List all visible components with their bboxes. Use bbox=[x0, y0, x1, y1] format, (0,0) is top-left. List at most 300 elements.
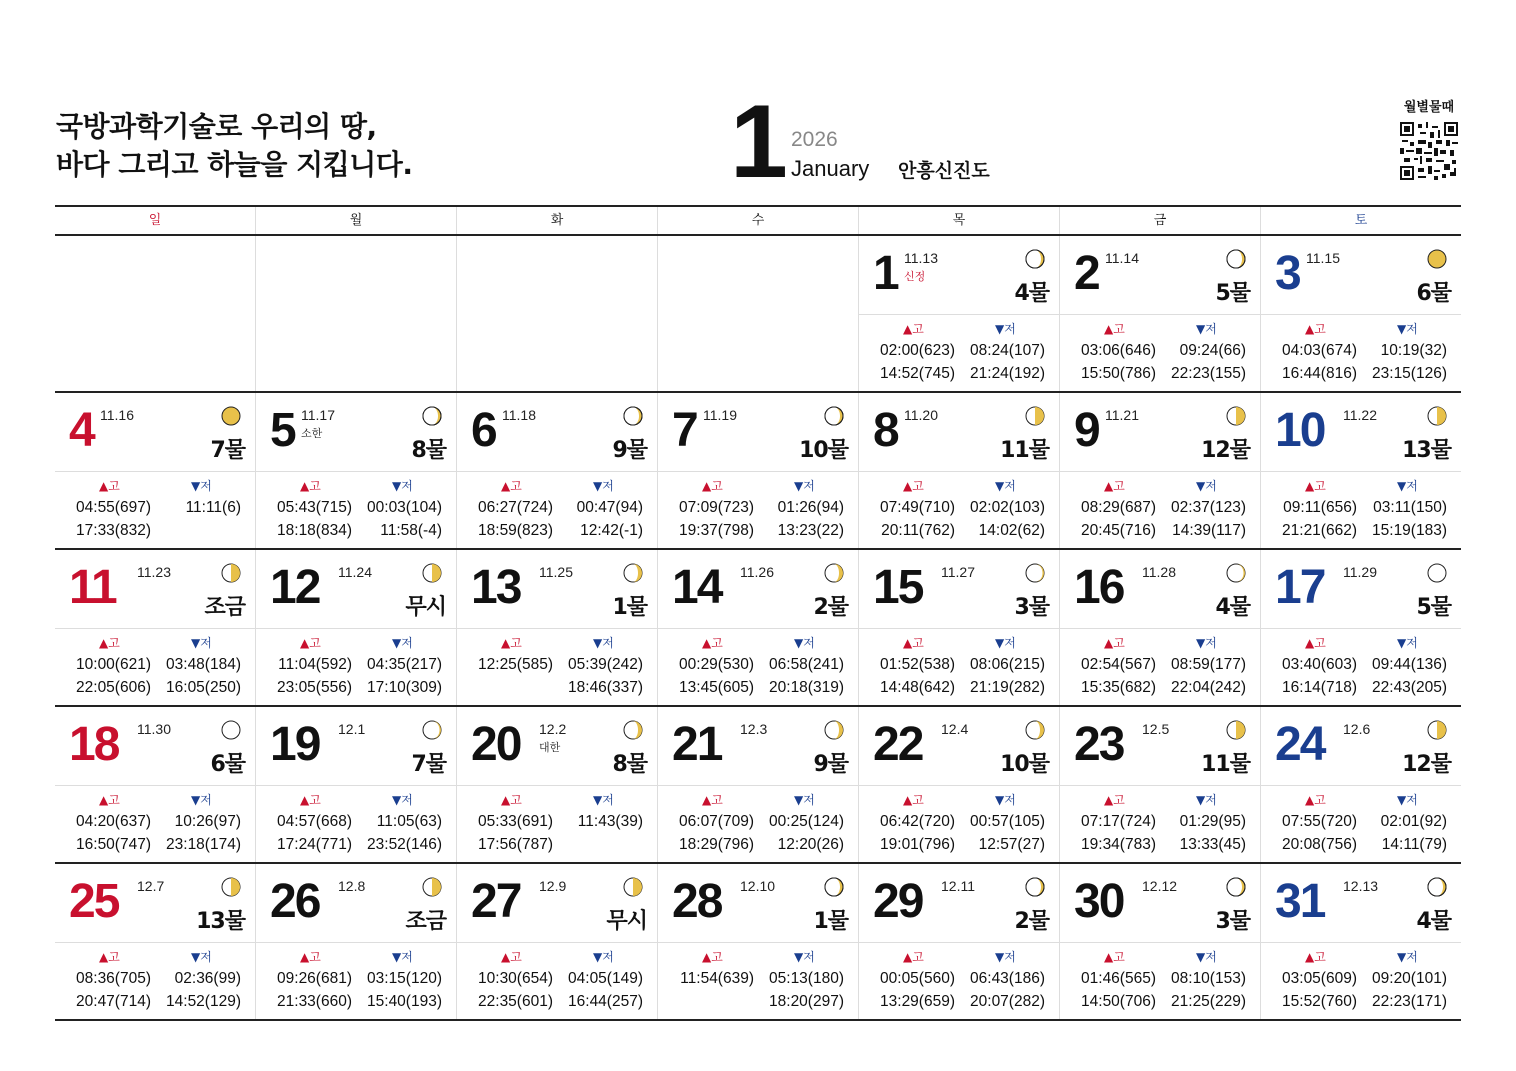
high-tide-label: ▲고 bbox=[501, 950, 522, 964]
high-tide-label: ▲고 bbox=[1305, 479, 1326, 493]
moon-phase-icon bbox=[422, 406, 442, 426]
lunar-date: 12.3 bbox=[740, 721, 768, 737]
tide-label: 8물 bbox=[612, 752, 647, 777]
tide-label: 조금 bbox=[405, 909, 446, 934]
lunar-date: 12.6 bbox=[1343, 721, 1371, 737]
day-number: 20 bbox=[471, 718, 521, 771]
day-number: 1 bbox=[873, 247, 898, 300]
tide-label: 5물 bbox=[1416, 595, 1451, 620]
tide-label: 6물 bbox=[1416, 281, 1451, 306]
empty-cell bbox=[55, 236, 255, 391]
tide-table bbox=[1060, 943, 1260, 1019]
moon-phase-icon bbox=[1025, 406, 1045, 426]
high-tide-value: 21:21(662) bbox=[1282, 522, 1357, 539]
high-tide-label: ▲고 bbox=[903, 322, 924, 336]
low-tide-label: ▼저 bbox=[191, 636, 212, 650]
day-header bbox=[658, 393, 858, 472]
low-tide-value: 04:05(149) bbox=[568, 970, 643, 987]
lunar-date: 11.19 bbox=[703, 407, 737, 423]
low-tide-label: ▼저 bbox=[1397, 793, 1418, 807]
day-header bbox=[1060, 236, 1260, 315]
day-cell[interactable] bbox=[858, 707, 1059, 862]
moon-phase-icon bbox=[1226, 563, 1246, 583]
tide-table bbox=[859, 629, 1059, 705]
weekday-tue: 화 bbox=[456, 207, 657, 234]
low-tide-value: 02:36(99) bbox=[174, 970, 241, 987]
low-tide-value: 20:18(319) bbox=[769, 679, 844, 696]
tide-table bbox=[658, 629, 858, 705]
day-cell[interactable] bbox=[1059, 707, 1260, 862]
day-header bbox=[457, 550, 657, 629]
low-tide-value: 06:43(186) bbox=[970, 970, 1045, 987]
day-number: 30 bbox=[1074, 875, 1124, 928]
high-tide-value: 13:45(605) bbox=[679, 679, 754, 696]
high-tide-value: 05:43(715) bbox=[277, 499, 352, 516]
low-tide-value: 09:24(66) bbox=[1179, 342, 1246, 359]
tide-table bbox=[1060, 629, 1260, 705]
low-tide-label: ▼저 bbox=[794, 636, 815, 650]
moon-phase-icon bbox=[1427, 877, 1447, 897]
moon-phase-icon bbox=[623, 877, 643, 897]
low-tide-value: 02:02(103) bbox=[970, 499, 1045, 516]
low-tide-value: 11:05(63) bbox=[376, 813, 442, 830]
low-tide-value: 14:52(129) bbox=[166, 993, 241, 1010]
day-number: 7 bbox=[672, 404, 697, 457]
low-tide-label: ▼저 bbox=[191, 479, 212, 493]
low-tide-label: ▼저 bbox=[1397, 950, 1418, 964]
day-cell[interactable] bbox=[456, 550, 657, 705]
low-tide-value: 15:19(183) bbox=[1372, 522, 1447, 539]
high-tide-label: ▲고 bbox=[702, 950, 723, 964]
moon-phase-icon bbox=[824, 720, 844, 740]
lunar-date: 11.30 bbox=[137, 721, 171, 737]
high-tide-value: 11:54(639) bbox=[680, 970, 754, 987]
low-tide-value: 12:42(-1) bbox=[580, 522, 643, 539]
day-number: 15 bbox=[873, 561, 923, 614]
day-cell[interactable] bbox=[657, 707, 858, 862]
tide-label: 조금 bbox=[204, 595, 245, 620]
high-tide-value: 16:14(718) bbox=[1282, 679, 1357, 696]
day-header bbox=[256, 864, 456, 943]
high-tide-value: 20:47(714) bbox=[76, 993, 151, 1010]
high-tide-label: ▲고 bbox=[1104, 322, 1125, 336]
low-tide-label: ▼저 bbox=[392, 479, 413, 493]
day-header bbox=[658, 707, 858, 786]
high-tide-value: 03:05(609) bbox=[1282, 970, 1357, 987]
moon-phase-icon bbox=[1025, 563, 1045, 583]
high-tide-label: ▲고 bbox=[1104, 793, 1125, 807]
high-tide-value: 04:20(637) bbox=[76, 813, 151, 830]
low-tide-value: 20:07(282) bbox=[970, 993, 1045, 1010]
week-row bbox=[55, 236, 1461, 393]
day-number: 13 bbox=[471, 561, 521, 614]
high-tide-label: ▲고 bbox=[501, 636, 522, 650]
low-tide-label: ▼저 bbox=[995, 322, 1016, 336]
low-tide-value: 01:26(94) bbox=[777, 499, 844, 516]
tide-table bbox=[457, 629, 657, 705]
moon-phase-icon bbox=[1226, 249, 1246, 269]
lunar-date: 11.17 bbox=[301, 407, 335, 423]
high-tide-value: 20:08(756) bbox=[1282, 836, 1357, 853]
high-tide-value: 07:55(720) bbox=[1282, 813, 1357, 830]
day-cell[interactable] bbox=[1260, 393, 1461, 548]
lunar-date: 11.15 bbox=[1306, 250, 1340, 266]
empty-cell bbox=[456, 236, 657, 391]
high-tide-label: ▲고 bbox=[1305, 636, 1326, 650]
day-number: 14 bbox=[672, 561, 722, 614]
empty-cell bbox=[255, 236, 456, 391]
weekday-thu: 목 bbox=[858, 207, 1059, 234]
low-tide-value: 23:52(146) bbox=[367, 836, 442, 853]
moon-phase-icon bbox=[221, 720, 241, 740]
day-cell[interactable] bbox=[456, 707, 657, 862]
day-cell[interactable] bbox=[1059, 550, 1260, 705]
moon-phase-icon bbox=[1226, 877, 1246, 897]
day-header bbox=[1261, 864, 1461, 943]
high-tide-value: 08:29(687) bbox=[1081, 499, 1156, 516]
day-number: 28 bbox=[672, 875, 722, 928]
high-tide-value: 20:45(716) bbox=[1081, 522, 1156, 539]
day-cell[interactable] bbox=[858, 236, 1059, 391]
high-tide-value: 04:03(674) bbox=[1282, 342, 1357, 359]
day-number: 12 bbox=[270, 561, 320, 614]
high-tide-value: 12:25(585) bbox=[478, 656, 553, 673]
day-header bbox=[1261, 707, 1461, 786]
tide-label: 4물 bbox=[1416, 909, 1451, 934]
moon-phase-icon bbox=[1025, 249, 1045, 269]
day-cell[interactable] bbox=[255, 550, 456, 705]
high-tide-value: 23:05(556) bbox=[277, 679, 352, 696]
tide-label: 9물 bbox=[612, 438, 647, 463]
day-number: 5 bbox=[270, 404, 295, 457]
low-tide-value: 15:40(193) bbox=[367, 993, 442, 1010]
tide-table bbox=[1261, 629, 1461, 705]
high-tide-value: 18:29(796) bbox=[679, 836, 754, 853]
tide-table bbox=[1261, 943, 1461, 1019]
high-tide-label: ▲고 bbox=[501, 479, 522, 493]
high-tide-value: 06:42(720) bbox=[880, 813, 955, 830]
high-tide-value: 09:11(656) bbox=[1283, 499, 1357, 516]
day-cell[interactable] bbox=[255, 707, 456, 862]
weekday-mon: 월 bbox=[255, 207, 456, 234]
day-cell[interactable] bbox=[255, 864, 456, 1019]
tide-table bbox=[1261, 315, 1461, 391]
low-tide-value: 08:59(177) bbox=[1171, 656, 1246, 673]
tide-label: 4물 bbox=[1215, 595, 1250, 620]
day-number: 18 bbox=[69, 718, 119, 771]
tide-table bbox=[55, 943, 255, 1019]
day-number: 29 bbox=[873, 875, 923, 928]
high-tide-value: 04:55(697) bbox=[76, 499, 151, 516]
weekday-header bbox=[55, 205, 1461, 236]
lunar-date: 11.27 bbox=[941, 564, 975, 580]
high-tide-value: 15:50(786) bbox=[1081, 365, 1156, 382]
moon-phase-icon bbox=[422, 720, 442, 740]
high-tide-value: 19:37(798) bbox=[679, 522, 754, 539]
low-tide-value: 14:02(62) bbox=[978, 522, 1045, 539]
low-tide-value: 05:13(180) bbox=[769, 970, 844, 987]
tide-label: 7물 bbox=[411, 752, 446, 777]
high-tide-label: ▲고 bbox=[501, 793, 522, 807]
tide-table bbox=[859, 943, 1059, 1019]
high-tide-label: ▲고 bbox=[300, 479, 321, 493]
week-row bbox=[55, 864, 1461, 1021]
low-tide-label: ▼저 bbox=[794, 479, 815, 493]
lunar-date: 11.25 bbox=[539, 564, 573, 580]
day-header bbox=[859, 707, 1059, 786]
day-number: 25 bbox=[69, 875, 119, 928]
low-tide-value: 00:57(105) bbox=[970, 813, 1045, 830]
lunar-date: 12.13 bbox=[1343, 878, 1379, 894]
tide-label: 4물 bbox=[1014, 281, 1049, 306]
tide-label: 3물 bbox=[1215, 909, 1250, 934]
high-tide-value: 03:40(603) bbox=[1282, 656, 1357, 673]
low-tide-value: 23:18(174) bbox=[166, 836, 241, 853]
day-number: 24 bbox=[1275, 718, 1325, 771]
day-cell[interactable] bbox=[858, 864, 1059, 1019]
day-number: 19 bbox=[270, 718, 320, 771]
calendar-grid bbox=[55, 205, 1461, 1021]
tide-label: 12물 bbox=[1402, 752, 1451, 777]
lunar-date: 11.23 bbox=[137, 564, 171, 580]
low-tide-label: ▼저 bbox=[392, 950, 413, 964]
day-number: 10 bbox=[1275, 404, 1325, 457]
day-cell[interactable] bbox=[1260, 550, 1461, 705]
low-tide-value: 12:57(27) bbox=[978, 836, 1045, 853]
tide-table bbox=[1261, 472, 1461, 548]
low-tide-value: 10:26(97) bbox=[174, 813, 241, 830]
tide-table bbox=[859, 472, 1059, 548]
tide-table bbox=[658, 472, 858, 548]
solar-term: 대한 bbox=[539, 741, 561, 754]
month-name: January bbox=[791, 156, 870, 181]
day-number: 26 bbox=[270, 875, 320, 928]
lunar-date: 11.24 bbox=[338, 564, 372, 580]
low-tide-label: ▼저 bbox=[1196, 479, 1217, 493]
high-tide-value: 22:05(606) bbox=[76, 679, 151, 696]
lunar-date: 12.1 bbox=[338, 721, 366, 737]
day-cell[interactable] bbox=[255, 393, 456, 548]
low-tide-label: ▼저 bbox=[392, 793, 413, 807]
weekday-wed: 수 bbox=[657, 207, 858, 234]
moon-phase-icon bbox=[221, 563, 241, 583]
high-tide-value: 02:54(567) bbox=[1081, 656, 1156, 673]
weekday-sun: 일 bbox=[148, 213, 162, 228]
tide-label: 3물 bbox=[1014, 595, 1049, 620]
high-tide-value: 05:33(691) bbox=[478, 813, 553, 830]
tide-table bbox=[1261, 786, 1461, 862]
lunar-date: 12.4 bbox=[941, 721, 969, 737]
tide-label: 8물 bbox=[411, 438, 446, 463]
day-header bbox=[55, 393, 255, 472]
day-header bbox=[859, 550, 1059, 629]
low-tide-label: ▼저 bbox=[1196, 793, 1217, 807]
tide-label: 9물 bbox=[813, 752, 848, 777]
month-number: 1 bbox=[730, 84, 784, 200]
high-tide-value: 01:52(538) bbox=[880, 656, 955, 673]
lunar-date: 11.26 bbox=[740, 564, 774, 580]
lunar-date: 11.22 bbox=[1343, 407, 1377, 423]
day-cell[interactable] bbox=[1059, 864, 1260, 1019]
high-tide-value: 00:05(560) bbox=[880, 970, 955, 987]
low-tide-value: 03:11(150) bbox=[1373, 499, 1447, 516]
day-cell[interactable] bbox=[858, 550, 1059, 705]
high-tide-label: ▲고 bbox=[702, 793, 723, 807]
low-tide-value: 09:44(136) bbox=[1372, 656, 1447, 673]
high-tide-value: 06:27(724) bbox=[478, 499, 553, 516]
low-tide-value: 13:33(45) bbox=[1179, 836, 1246, 853]
high-tide-value: 15:52(760) bbox=[1282, 993, 1357, 1010]
high-tide-value: 14:50(706) bbox=[1081, 993, 1156, 1010]
moon-phase-icon bbox=[824, 563, 844, 583]
day-cell[interactable] bbox=[657, 864, 858, 1019]
high-tide-value: 10:00(621) bbox=[76, 656, 151, 673]
low-tide-label: ▼저 bbox=[1397, 479, 1418, 493]
slogan-line-1: 국방과학기술로 우리의 땅, bbox=[56, 110, 377, 143]
day-cell[interactable] bbox=[1260, 707, 1461, 862]
moon-phase-icon bbox=[1427, 249, 1447, 269]
day-header bbox=[859, 393, 1059, 472]
low-tide-value: 13:23(22) bbox=[777, 522, 844, 539]
lunar-date: 12.2 bbox=[539, 721, 567, 737]
low-tide-label: ▼저 bbox=[1397, 636, 1418, 650]
low-tide-value: 21:25(229) bbox=[1171, 993, 1246, 1010]
moon-phase-icon bbox=[623, 563, 643, 583]
low-tide-label: ▼저 bbox=[1196, 950, 1217, 964]
lunar-date: 11.14 bbox=[1105, 250, 1139, 266]
high-tide-value: 21:33(660) bbox=[277, 993, 352, 1010]
tide-table bbox=[256, 786, 456, 862]
low-tide-label: ▼저 bbox=[995, 950, 1016, 964]
day-cell[interactable] bbox=[55, 707, 255, 862]
low-tide-value: 02:37(123) bbox=[1171, 499, 1246, 516]
day-cell[interactable] bbox=[1059, 393, 1260, 548]
day-header bbox=[1060, 707, 1260, 786]
moon-phase-icon bbox=[1025, 877, 1045, 897]
high-tide-label: ▲고 bbox=[1104, 636, 1125, 650]
high-tide-label: ▲고 bbox=[903, 479, 924, 493]
tide-label: 7물 bbox=[210, 438, 245, 463]
moon-phase-icon bbox=[221, 406, 241, 426]
low-tide-value: 17:10(309) bbox=[367, 679, 442, 696]
low-tide-value: 00:47(94) bbox=[576, 499, 643, 516]
high-tide-value: 17:56(787) bbox=[478, 836, 553, 853]
qr-code-icon[interactable] bbox=[1400, 122, 1458, 180]
high-tide-label: ▲고 bbox=[99, 793, 120, 807]
day-header bbox=[859, 236, 1059, 315]
high-tide-value: 16:44(816) bbox=[1282, 365, 1357, 382]
high-tide-value: 06:07(709) bbox=[679, 813, 754, 830]
moon-phase-icon bbox=[1226, 720, 1246, 740]
moon-phase-icon bbox=[422, 563, 442, 583]
day-cell[interactable] bbox=[55, 550, 255, 705]
day-header bbox=[1060, 550, 1260, 629]
tide-table bbox=[55, 786, 255, 862]
low-tide-value: 04:35(217) bbox=[367, 656, 442, 673]
high-tide-value: 16:50(747) bbox=[76, 836, 151, 853]
moon-phase-icon bbox=[422, 877, 442, 897]
weekday-fri: 금 bbox=[1059, 207, 1260, 234]
day-header bbox=[55, 550, 255, 629]
day-cell[interactable] bbox=[55, 864, 255, 1019]
low-tide-value: 08:06(215) bbox=[970, 656, 1045, 673]
low-tide-value: 03:15(120) bbox=[367, 970, 442, 987]
day-cell[interactable] bbox=[1260, 864, 1461, 1019]
tide-table bbox=[457, 786, 657, 862]
day-cell[interactable] bbox=[456, 393, 657, 548]
week-row bbox=[55, 550, 1461, 707]
low-tide-value: 21:24(192) bbox=[970, 365, 1045, 382]
day-number: 4 bbox=[69, 404, 94, 457]
high-tide-value: 07:17(724) bbox=[1081, 813, 1156, 830]
moon-phase-icon bbox=[824, 877, 844, 897]
tide-table bbox=[55, 472, 255, 548]
tide-label: 11물 bbox=[1000, 438, 1049, 463]
day-number: 3 bbox=[1275, 247, 1300, 300]
low-tide-value: 16:05(250) bbox=[166, 679, 241, 696]
lunar-date: 12.9 bbox=[539, 878, 567, 894]
day-cell[interactable] bbox=[456, 864, 657, 1019]
low-tide-value: 22:04(242) bbox=[1171, 679, 1246, 696]
high-tide-label: ▲고 bbox=[1305, 950, 1326, 964]
low-tide-value: 08:10(153) bbox=[1171, 970, 1246, 987]
tide-label: 1물 bbox=[813, 909, 848, 934]
day-number: 23 bbox=[1074, 718, 1124, 771]
lunar-date: 11.18 bbox=[502, 407, 536, 423]
moon-phase-icon bbox=[1427, 563, 1447, 583]
high-tide-value: 07:09(723) bbox=[679, 499, 754, 516]
high-tide-value: 00:29(530) bbox=[679, 656, 754, 673]
day-number: 11 bbox=[69, 561, 116, 614]
day-header bbox=[1261, 393, 1461, 472]
low-tide-label: ▼저 bbox=[593, 636, 614, 650]
tide-table bbox=[256, 943, 456, 1019]
weeks bbox=[55, 236, 1461, 1021]
day-header bbox=[256, 393, 456, 472]
low-tide-value: 14:11(79) bbox=[1381, 836, 1447, 853]
week-row bbox=[55, 707, 1461, 864]
high-tide-label: ▲고 bbox=[300, 636, 321, 650]
day-cell[interactable] bbox=[657, 393, 858, 548]
day-number: 8 bbox=[873, 404, 898, 457]
lunar-date: 11.20 bbox=[904, 407, 938, 423]
lunar-date: 11.16 bbox=[100, 407, 134, 423]
lunar-date: 11.28 bbox=[1142, 564, 1176, 580]
tide-table bbox=[1060, 472, 1260, 548]
lunar-date: 12.7 bbox=[137, 878, 165, 894]
high-tide-label: ▲고 bbox=[903, 950, 924, 964]
day-cell[interactable] bbox=[1260, 236, 1461, 391]
day-cell[interactable] bbox=[1059, 236, 1260, 391]
lunar-date: 11.21 bbox=[1105, 407, 1139, 423]
low-tide-value: 11:43(39) bbox=[577, 813, 643, 830]
lunar-date: 12.8 bbox=[338, 878, 366, 894]
high-tide-value: 04:57(668) bbox=[277, 813, 352, 830]
low-tide-label: ▼저 bbox=[593, 950, 614, 964]
high-tide-value: 20:11(762) bbox=[881, 522, 955, 539]
tide-table bbox=[859, 315, 1059, 391]
moon-phase-icon bbox=[1427, 720, 1447, 740]
day-cell[interactable] bbox=[858, 393, 1059, 548]
slogan-line-2: 바다 그리고 하늘을 지킵니다. bbox=[56, 148, 413, 181]
tide-label: 무시 bbox=[405, 595, 446, 620]
day-cell[interactable] bbox=[657, 550, 858, 705]
low-tide-label: ▼저 bbox=[1397, 322, 1418, 336]
low-tide-label: ▼저 bbox=[1196, 636, 1217, 650]
day-header bbox=[457, 707, 657, 786]
day-cell[interactable] bbox=[55, 393, 255, 548]
low-tide-value: 03:48(184) bbox=[166, 656, 241, 673]
